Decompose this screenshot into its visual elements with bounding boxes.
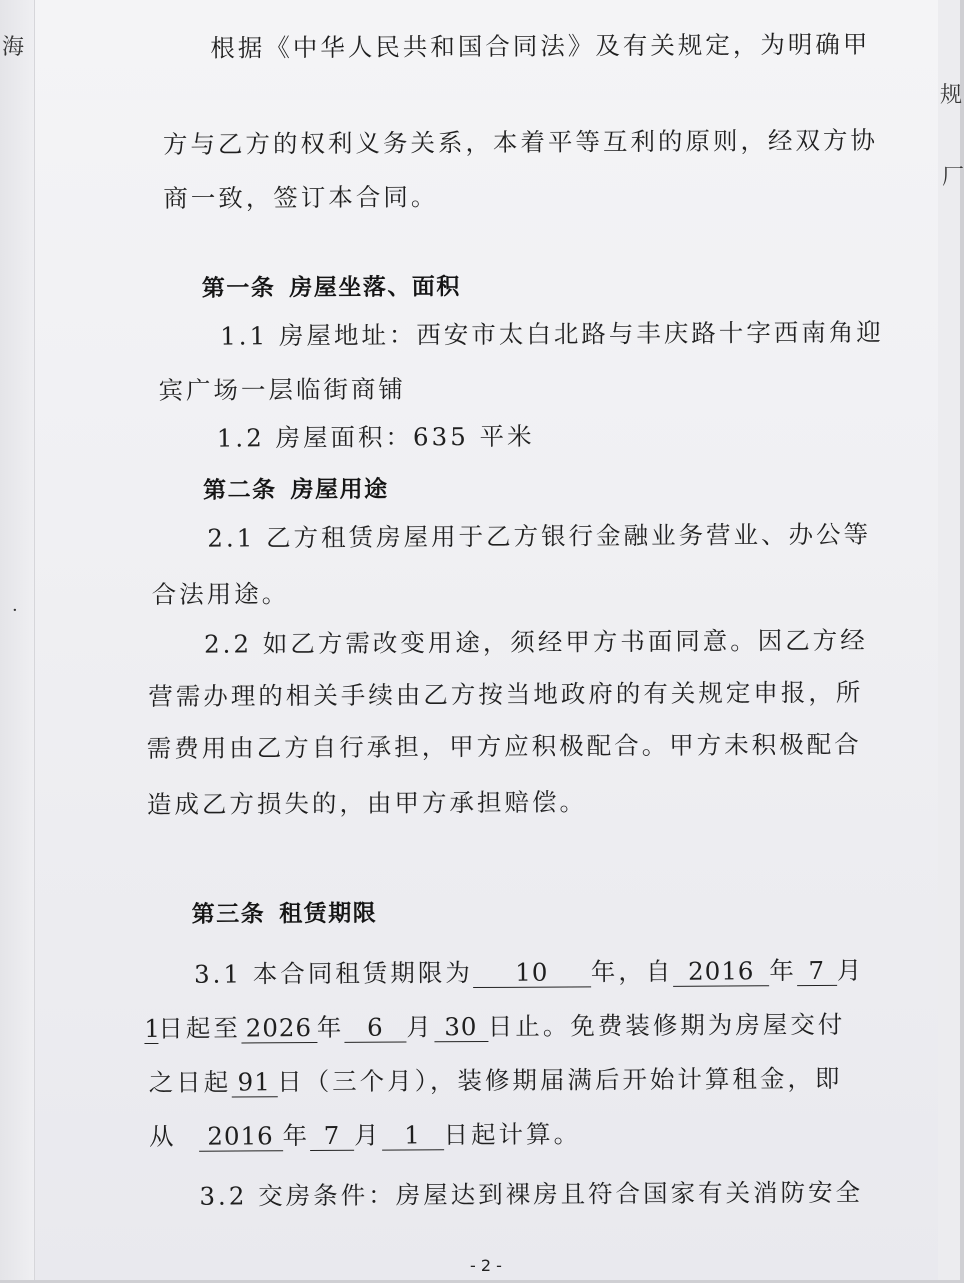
clause-1-2: 1.2 房屋面积：635 平米	[216, 421, 535, 453]
clause-3-1-line-4	[149, 1115, 581, 1153]
rent-month-char: 月	[353, 1120, 382, 1150]
right-edge-text-2: 厂	[942, 165, 964, 190]
clause-2-2-line-2: 营需办理的相关手续由乙方按当地政府的有关规定申报，所	[148, 677, 864, 712]
end-month-blank: 6	[344, 1013, 406, 1043]
end-year-blank: 2026	[241, 1014, 317, 1044]
clause-2-2-line-1: 2.2 如乙方需改变用途，须经甲方书面同意。因乙方经	[203, 625, 868, 659]
clause-3-2-line-1: 3.2 交房条件：房屋达到裸房且符合国家有关消防安全	[199, 1177, 864, 1211]
rent-year-char: 年	[282, 1121, 311, 1151]
article-1-number: 第一条	[201, 274, 276, 302]
article-3-title: 租赁期限	[279, 899, 378, 928]
free-days-blank: 91	[231, 1068, 277, 1097]
clause-2-1-line-1: 2.1 乙方租赁房屋用于乙方银行金融业务营业、办公等	[207, 519, 872, 553]
rent-month-blank: 7	[310, 1122, 354, 1151]
article-2-title: 房屋用途	[290, 475, 389, 504]
start-month-char: 月	[836, 955, 865, 985]
start-month-blank: 7	[797, 957, 837, 986]
rent-day-blank: 1	[381, 1121, 443, 1151]
start-tail: 日起至	[158, 1013, 241, 1043]
clause-3-1-line-2	[144, 1006, 845, 1045]
intro-line-3: 商一致，签订本合同。	[163, 182, 439, 213]
article-2-number: 第二条	[202, 476, 277, 504]
start-day-blank: 1	[144, 1013, 162, 1044]
article-1-title: 房屋坐落、面积	[289, 273, 461, 302]
rent-tail: 日起计算。	[443, 1119, 582, 1150]
from-prefix: 从	[148, 1121, 177, 1152]
left-edge-text: 海	[2, 35, 25, 60]
article-3-heading	[192, 895, 378, 929]
clause-3-1-line-1	[194, 952, 864, 991]
term-years-blank: 10	[473, 958, 591, 988]
intro-line-1: 根据《中华人民共和国合同法》及有关规定，为明确甲	[210, 29, 871, 63]
left-edge-mark: ·	[12, 600, 18, 621]
article-1-heading	[202, 268, 461, 303]
rent-year-blank: 2016	[198, 1122, 282, 1152]
end-day-blank: 30	[434, 1013, 488, 1043]
clause-3-1-line-3	[149, 1060, 843, 1099]
from-word: 自	[645, 956, 674, 986]
end-tail: 日止。免费装修期为房屋交付	[487, 1009, 846, 1041]
article-3-number: 第三条	[191, 900, 266, 928]
clause-2-2-line-4: 造成乙方损失的，由甲方承担赔偿。	[146, 787, 588, 820]
handover-prefix: 之日起	[148, 1067, 232, 1098]
years-unit: 年，	[590, 956, 646, 987]
clause-2-2-line-3: 需费用由乙方自行承担，甲方应积极配合。甲方未积极配合	[146, 729, 862, 764]
end-month-char: 月	[406, 1012, 434, 1042]
intro-line-2: 方与乙方的权利义务关系，本着平等互利的原则，经双方协	[162, 125, 879, 159]
free-tail: 日（三个月），装修期届满后开始计算租金，即	[277, 1063, 843, 1097]
start-year-blank: 2016	[673, 957, 769, 987]
clause-1-1-line-1: 1.1 房屋地址：西安市太白北路与丰庆路十字西南角迎	[220, 317, 884, 351]
clause-2-1-line-2: 合法用途。	[151, 579, 290, 610]
right-edge-text: 规	[940, 83, 963, 108]
end-year-char: 年	[316, 1012, 345, 1043]
clause-3-1-prefix: 3.1 本合同租赁期限为	[193, 958, 473, 989]
start-year-char: 年	[769, 956, 797, 986]
article-2-heading	[203, 471, 389, 505]
clause-1-1-line-2: 宾广场一层临街商铺	[158, 374, 407, 405]
page-number: - 2 -	[470, 1256, 502, 1275]
